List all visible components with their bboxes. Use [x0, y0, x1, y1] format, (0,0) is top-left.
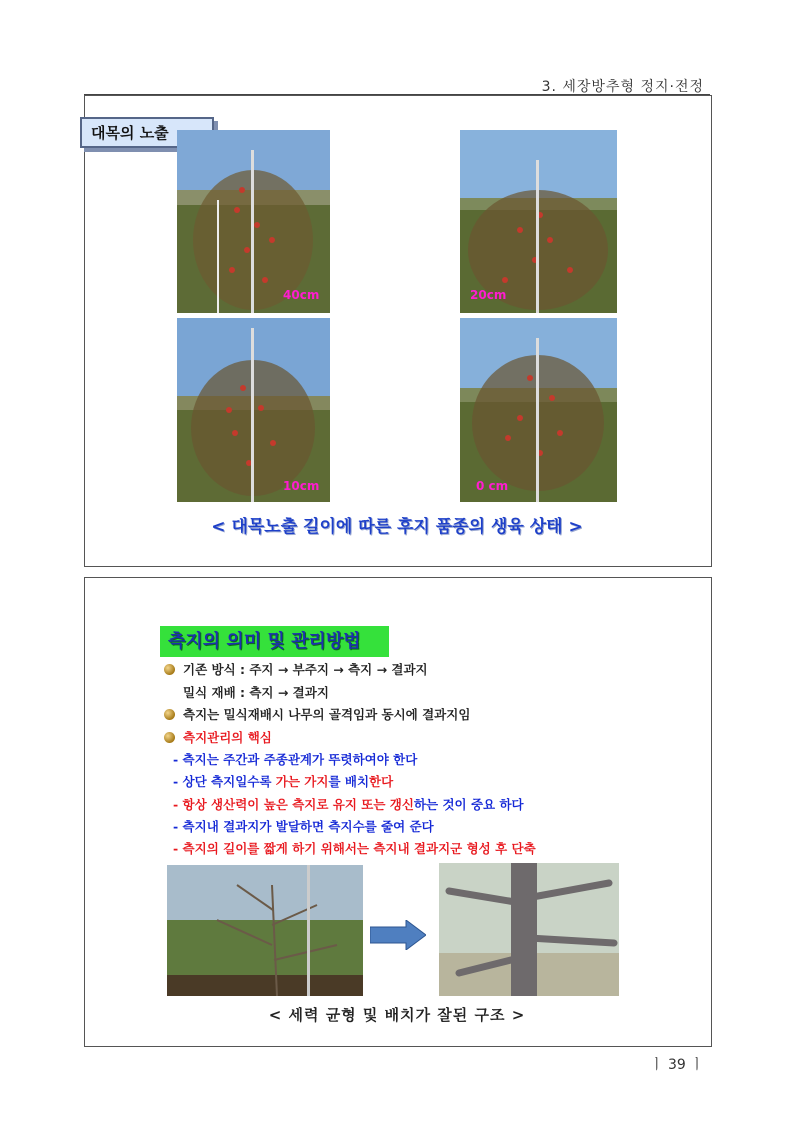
line-productivity-renewal: - 항상 생산력이 높은 측지로 유지 또는 갱신하는 것이 중요 하다 [173, 797, 524, 812]
photo-20cm [460, 130, 617, 313]
photo-10cm [177, 318, 330, 502]
line-dense-planting: 밀식 재배 : 측지 → 결과지 [183, 685, 329, 700]
section-tag-lateral-branch: 측지의 의미 및 관리방법 [160, 626, 389, 657]
bullet-icon [164, 664, 175, 675]
section-tag-rootstock: 대목의 노출 [80, 117, 214, 148]
photo-tree-structure-before [167, 865, 363, 996]
line-conventional-method: 기존 방식 : 주지 → 부주지 → 측지 → 결과지 [164, 660, 428, 678]
line-lateral-framework: 측지는 밀식재배시 나무의 골격임과 동시에 결과지임 [164, 705, 470, 723]
photo-40cm [177, 130, 330, 313]
right-arrow-icon [370, 920, 426, 950]
photo-label-0cm: 0 cm [476, 479, 509, 493]
caption-rootstock-photos: < 대목노출 길이에 따른 후지 품종의 생육 상태 > [211, 517, 583, 537]
line-reduce-laterals: - 측지내 결과지가 발달하면 측지수를 줄여 준다 [173, 819, 434, 834]
page-number: ㅣ 39 ㅣ [650, 1057, 704, 1073]
photo-0cm [460, 318, 617, 502]
photo-label-10cm: 10cm [283, 479, 320, 493]
photo-label-20cm: 20cm [470, 288, 507, 302]
photo-label-40cm: 40cm [283, 288, 320, 302]
line-upper-thin-branches: - 상단 측지일수록 가는 가지를 배치한다 [173, 774, 394, 789]
line-dominance: - 측지는 주간과 주종관계가 뚜렷하여야 한다 [173, 752, 418, 767]
line-shorten-laterals: - 측지의 길이를 짧게 하기 위해서는 측지내 결과지군 형성 후 단축 [173, 841, 536, 856]
photo-tree-structure-after [439, 863, 619, 996]
line-management-core: 측지관리의 핵심 [164, 728, 272, 746]
chapter-header: 3. 세장방추형 정지·전정 [541, 79, 704, 95]
bullet-icon [164, 709, 175, 720]
caption-structure-photos: < 세력 균형 및 배치가 잘된 구조 > [268, 1006, 526, 1024]
bullet-icon [164, 732, 175, 743]
